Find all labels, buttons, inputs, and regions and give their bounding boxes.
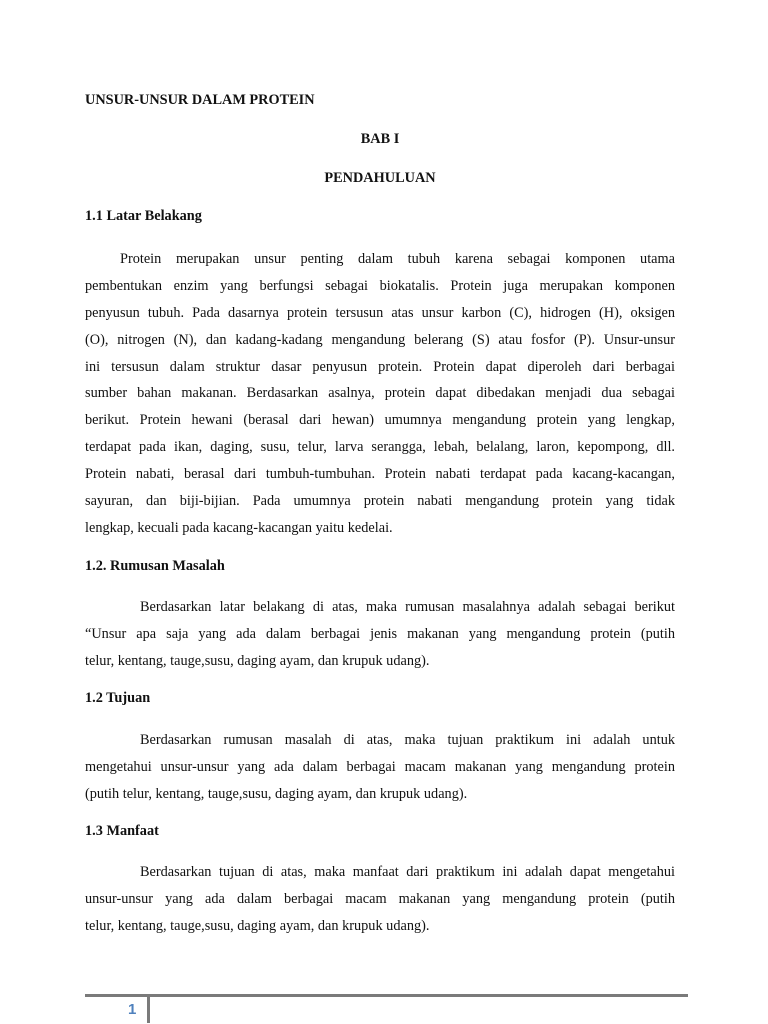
chapter-label: BAB I: [360, 131, 400, 147]
paragraph-rumusan-masalah: [85, 594, 675, 675]
text-line: (putih telur, kentang, tauge,susu, daging ayam, dan krupuk udang).: [85, 785, 468, 802]
page-number: 1: [128, 1001, 137, 1018]
text-line: terdapat pada ikan, daging, susu, telur, larva serangga, lebah, belalang, laron, kepompong, dll.: [85, 439, 675, 456]
chapter-title: PENDAHULUAN: [324, 170, 436, 186]
text-line: Protein merupakan unsur penting dalam tubuh karena sebagai komponen utama: [120, 251, 675, 267]
section-heading-manfaat: 1.3 Manfaat: [85, 823, 159, 839]
text-line: Protein nabati, berasal dari tumbuh-tumbuhan. Protein nabati terdapat pada kacang-kacangan,: [85, 466, 675, 483]
text-line: telur, kentang, tauge,susu, daging ayam, dan krupuk udang).: [85, 917, 430, 934]
paragraph-latar-belakang: [85, 246, 675, 542]
text-line: lengkap, kecuali pada kacang-kacangan yaitu kedelai.: [85, 519, 393, 536]
text-line: berikut. Protein hewani (berasal dari hewan) umumnya mengandung protein yang lengkap,: [85, 412, 675, 429]
text-line: sayuran, dan biji-bijian. Pada umumnya protein nabati mengandung protein yang tidak: [85, 493, 675, 510]
text-line: sumber bahan makanan. Berdasarkan asalnya, protein dapat dibedakan menjadi dua sebagai: [85, 385, 675, 402]
text-line: Berdasarkan latar belakang di atas, maka rumusan masalahnya adalah sebagai berikut: [140, 599, 675, 615]
text-line: unsur-unsur yang ada dalam berbagai macam makanan yang mengandung protein (putih: [85, 890, 675, 907]
text-line: pembentukan enzim yang berfungsi sebagai biokatalis. Protein juga merupakan komponen: [85, 277, 675, 294]
section-heading-latar-belakang: 1.1 Latar Belakang: [85, 208, 202, 224]
text-line: ini tersusun dalam struktur dasar penyusun protein. Protein dapat diperoleh dari berbagai: [85, 358, 675, 375]
paragraph-tujuan: [85, 727, 675, 808]
document-title: UNSUR-UNSUR DALAM PROTEIN: [85, 92, 315, 108]
text-line: (O), nitrogen (N), dan kadang-kadang mengandung belerang (S) atau fosfor (P). Unsur-unsur: [85, 331, 675, 348]
section-heading-tujuan: 1.2 Tujuan: [85, 690, 151, 706]
text-line: mengetahui unsur-unsur yang ada dalam berbagai macam makanan yang mengandung protein: [85, 758, 675, 775]
footer-divider: [147, 996, 150, 1023]
paragraph-manfaat: [85, 859, 675, 940]
text-line: Berdasarkan tujuan di atas, maka manfaat dari praktikum ini adalah dapat mengetahui: [140, 864, 675, 880]
section-heading-rumusan-masalah: 1.2. Rumusan Masalah: [85, 558, 225, 574]
text-line: “Unsur apa saja yang ada dalam berbagai jenis makanan yang mengandung protein (putih: [85, 625, 675, 642]
text-line: Berdasarkan rumusan masalah di atas, maka tujuan praktikum ini adalah untuk: [140, 732, 675, 748]
footer-rule: [85, 994, 688, 997]
text-line: telur, kentang, tauge,susu, daging ayam, dan krupuk udang).: [85, 652, 430, 669]
text-line: penyusun tubuh. Pada dasarnya protein tersusun atas unsur karbon (C), hidrogen (H), oksigen: [85, 304, 675, 321]
